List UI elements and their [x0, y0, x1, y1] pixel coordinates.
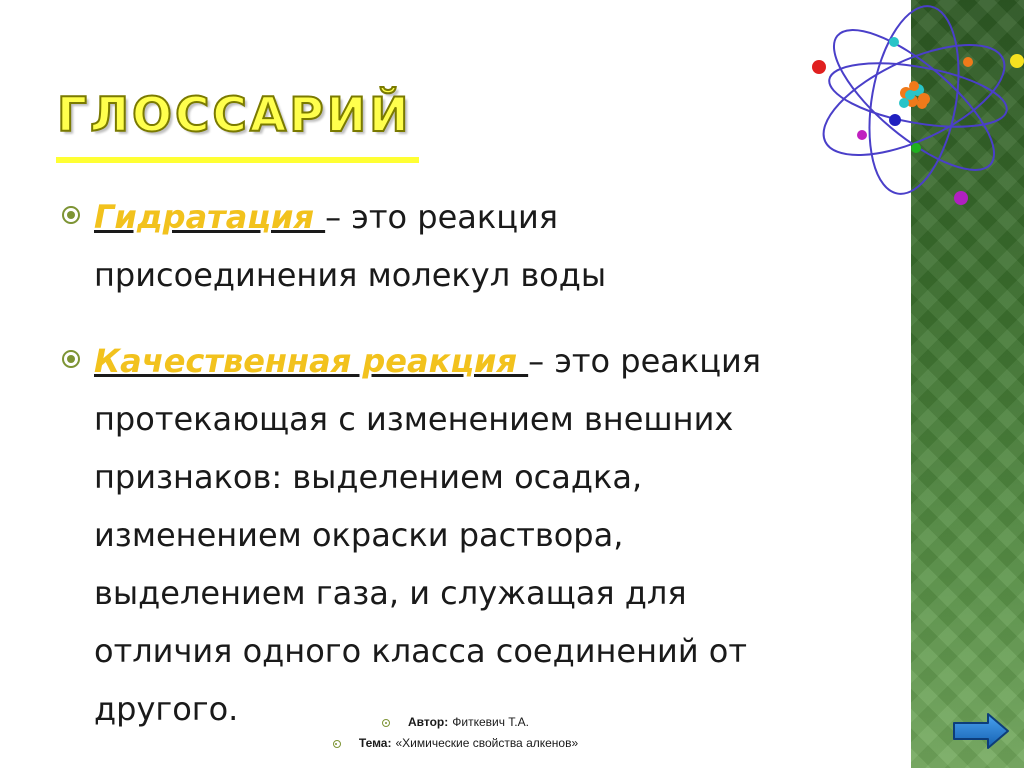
circle-bullet-icon — [62, 350, 80, 368]
definition-qualitative-reaction — [62, 332, 842, 738]
footer-topic — [0, 736, 911, 750]
circle-bullet-icon — [333, 740, 341, 748]
definition-hydration — [62, 188, 842, 304]
topic-label: Тема: — [358, 736, 392, 750]
definition-text-line: это реакция — [554, 342, 762, 380]
circle-bullet-icon — [62, 206, 80, 224]
circle-bullet-icon — [382, 719, 390, 727]
definition-text-line: присоединения молекул воды — [94, 256, 607, 294]
definition-dash: – — [325, 198, 352, 236]
topic-value: «Химические свойства алкенов» — [395, 736, 579, 750]
definition-text-line: отличия одного класса соединений от — [94, 632, 748, 670]
right-arrow-icon — [954, 714, 1008, 748]
definition-text-line: протекающая с изменением внешних — [94, 400, 734, 438]
term-hydration: Гидратация — [94, 198, 326, 236]
author-label: Автор: — [408, 715, 449, 729]
definition-text-line: признаков: выделением осадка, — [94, 458, 643, 496]
title-underline — [56, 157, 419, 163]
definition-text-line: другого. — [94, 690, 239, 728]
slide-title: ГЛОССАРИЙ — [57, 88, 412, 143]
term-qualitative-reaction: Качественная реакция — [94, 342, 529, 380]
definition-dash: – — [528, 342, 555, 380]
definition-text-line: изменением окраски раствора, — [94, 516, 624, 554]
definition-text-line: выделением газа, и служащая для — [94, 574, 687, 612]
definition-text-line: это реакция — [351, 198, 559, 236]
atom-icon — [800, 0, 1024, 215]
next-slide-button[interactable] — [952, 712, 1010, 750]
author-value: Фиткевич Т.А. — [452, 715, 529, 729]
footer-author — [0, 715, 911, 729]
